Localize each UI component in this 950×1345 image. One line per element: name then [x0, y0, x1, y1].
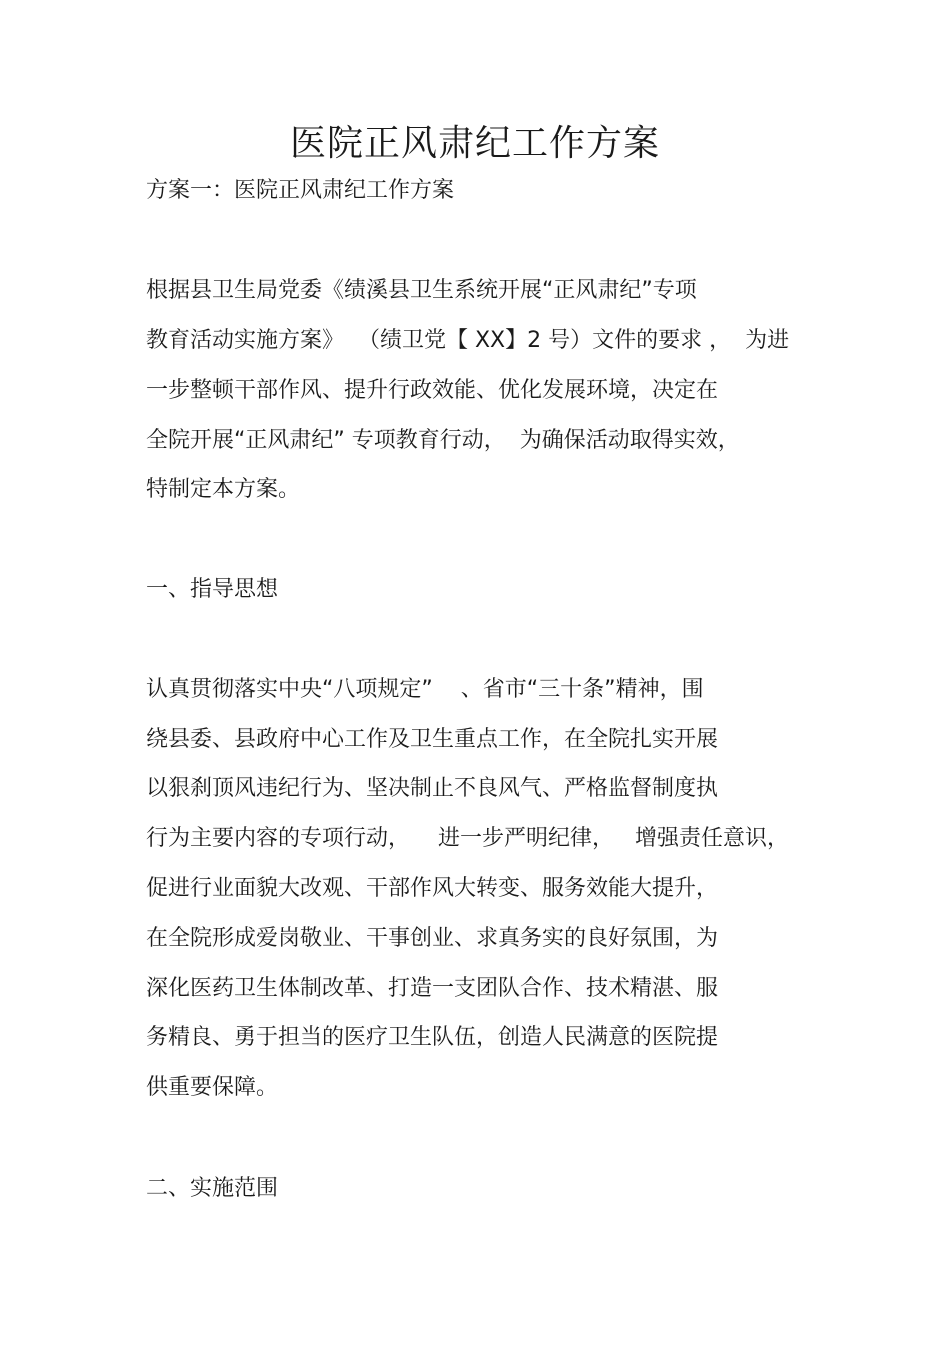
document-title: 医院正风肃纪工作方案 [289, 123, 660, 164]
paragraph-line: 在全院形成爱岗敬业、干事创业、求真务实的良好氛围，为 [146, 926, 719, 951]
paragraph-line: 认真贯彻落实中央“八项规定” 、省市“三十条”精神，围 [146, 677, 704, 702]
paragraph-line: 务精良、勇于担当的医疗卫生队伍，创造人民满意的医院提 [146, 1025, 719, 1050]
paragraph-line: 教育活动实施方案》 （绩卫党【 XX】2 号）文件的要求 ， 为进 [146, 328, 790, 353]
paragraph-line: 特制定本方案。 [146, 477, 301, 502]
paragraph-line: 一步整顿干部作风、提升行政效能、优化发展环境，决定在 [146, 378, 719, 403]
paragraph-line: 绕县委、县政府中心工作及卫生重点工作，在全院扎实开展 [146, 727, 719, 752]
section-heading: 一、指导思想 [146, 577, 279, 602]
paragraph-line: 深化医药卫生体制改革、打造一支团队合作、技术精湛、服 [146, 976, 719, 1001]
document-subtitle: 方案一：医院正风肃纪工作方案 [146, 178, 455, 203]
paragraph-line: 全院开展“正风肃纪” 专项教育行动， 为确保活动取得实效， [146, 428, 740, 453]
paragraph-line: 促进行业面貌大改观、干部作风大转变、服务效能大提升， [146, 876, 719, 901]
paragraph-line: 行为主要内容的专项行动， 进一步严明纪律， 增强责任意识， [146, 826, 789, 851]
paragraph-line: 根据县卫生局党委《绩溪县卫生系统开展“正风肃纪”专项 [146, 278, 697, 303]
paragraph-line: 以狠刹顶风违纪行为、坚决制止不良风气、严格监督制度执 [146, 776, 719, 801]
section-heading: 二、实施范围 [146, 1176, 279, 1201]
paragraph-line: 供重要保障。 [146, 1075, 279, 1100]
